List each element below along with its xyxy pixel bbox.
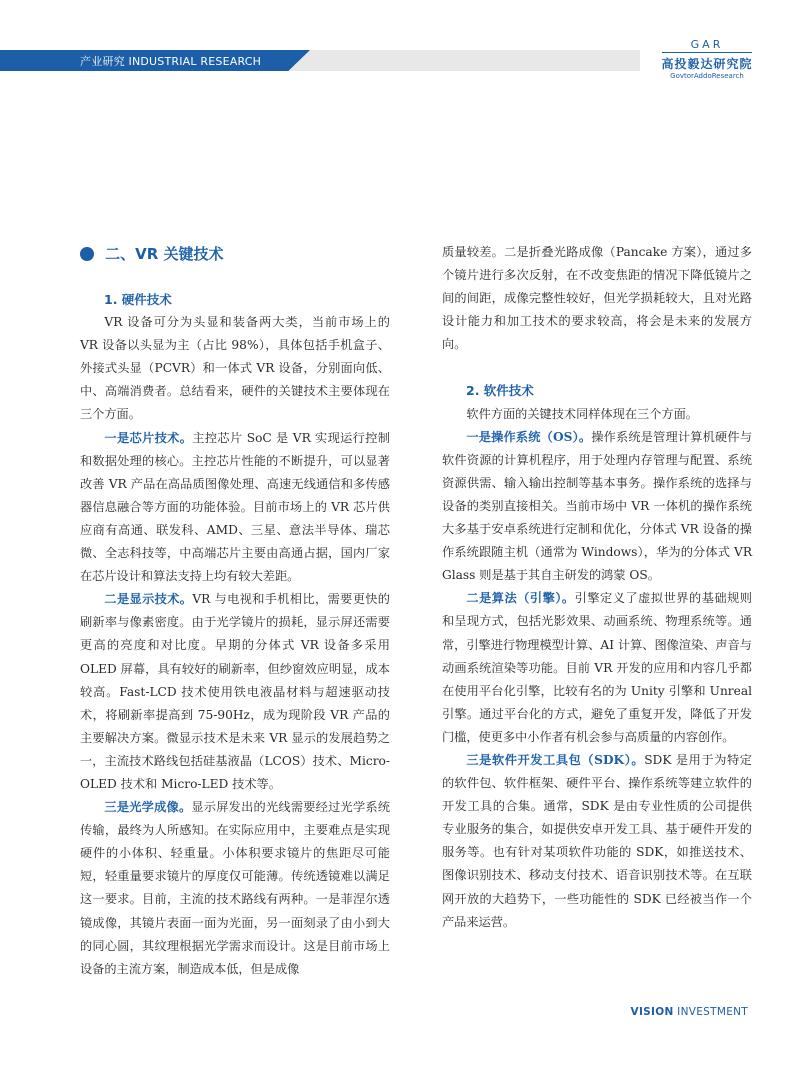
paragraph-text: VR 与电视和手机相比，需要更快的刷新率与像素密度。由于光学镜片的损耗，显示屏还需要更高的亮度和对比度。早期的分体式 VR 设备多采用 OLED 屏幕，具有较好的刷新率，但纱窗效应明显，成本较高。Fast-LCD 技术使用铁电液晶材料与超速驱动技术，将刷新率提高到 75-90Hz，成为现阶段 VR 产品的主要解决方案。微显示技术是未来 VR 显示的发展趋势之一，主流技术路线包括硅基液晶（LCOS）技术、Micro-OLED 技术和 Micro-LED 技术等。 xyxy=(80,592,390,791)
paragraph-text: 软件方面的关键技术同样体现在三个方面。 xyxy=(466,406,698,421)
logo-english-name: GovtorAddoResearch xyxy=(670,72,744,80)
highlight-display: 二是显示技术。 xyxy=(104,592,193,607)
footer-brand xyxy=(631,1006,748,1018)
subheading-hardware: 1. 硬件技术 xyxy=(104,292,172,307)
subheading-software: 2. 软件技术 xyxy=(466,383,534,399)
highlight-engine: 二是算法（引擎）。 xyxy=(466,591,575,606)
paragraph-text: SDK 是用于为特定的软件包、软件框架、硬件平台、操作系统等建立软件的开发工具的合集。通常，SDK 是由专业性质的公司提供专业服务的集合，如提供安卓开发工具、基于硬件开发的服务等。也有针对某项软件功能的 SDK，如推送技术、图像识别技术、移动支付技术、语音识别技术等。在互联网开放的大趋势下，一些功能性的 SDK 已经被当作一个产品来运营。 xyxy=(442,752,752,929)
paragraph-text: 质量较差。二是折叠光路成像（Pancake 方案），通过多个镜片进行多次反射，在不改变焦距的情况下降低镜片之间的间距，成像完整性较好，但光学损耗较大，且对光路设计能力和加工技术的要求较高，将会是未来的发展方向。 xyxy=(442,245,752,352)
header-section-label: 产业研究 INDUSTRIAL RESEARCH xyxy=(80,55,262,68)
paragraph-text: VR 设备可分为头显和装备两大类，当前市场上的 VR 设备以头显为主（占比 98%），具体包括手机盒子、外接式头显（PCVR）和一体式 VR 设备，分别面向低、中、高端消费者。总结看来，硬件的关键技术主要体现在三个方面。 xyxy=(80,315,390,422)
spacer xyxy=(442,356,752,379)
footer-bold: VISION xyxy=(630,1006,674,1018)
logo-divider xyxy=(662,52,752,53)
paragraph xyxy=(80,311,390,426)
gar-logo xyxy=(652,38,762,80)
paragraph xyxy=(80,796,390,981)
left-column xyxy=(80,288,390,981)
logo-mark: GAR xyxy=(690,38,724,51)
highlight-optics: 三是光学成像。 xyxy=(104,800,192,815)
paragraph-continued xyxy=(442,241,752,356)
paragraph xyxy=(442,749,752,934)
paragraph-text: 引擎定义了虚拟世界的基础规则和呈现方式，包括光影效果、动画系统、物理系统等。通常，引擎进行物理模型计算、AI 计算、图像渲染、声音与动画系统渲染等功能。目前 VR 开发的应用和内容几乎都在使用平台化引擎，比较有名的为 Unity 引擎和 Unreal 引擎。通过平台化的方式，避免了重复开发，降低了开发门槛，使更多中小作者有机会参与高质量的内容创作。 xyxy=(442,591,752,744)
logo-chinese-name: 高投毅达研究院 xyxy=(661,57,753,71)
paragraph-text: 显示屏发出的光线需要经过光学系统传输，最终为人所感知。在实际应用中，主要难点是实现硬件的小体积、轻重量。小体积要求镜片的焦距尽可能短，轻重量要求镜片的厚度仅可能薄。传统透镜难以满足这一要求。目前，主流的技术路线有两种。一是菲涅尔透镜成像，其镜片表面一面为光面，另一面刻录了由小到大的同心圆，其纹理根据光学需求而设计。这是目前市场上设备的主流方案，制造成本低，但是成像 xyxy=(80,800,391,976)
paragraph xyxy=(442,587,752,749)
paragraph xyxy=(80,588,390,796)
paragraph xyxy=(442,426,752,588)
highlight-chip: 一是芯片技术。 xyxy=(104,430,193,445)
section-bullet-icon xyxy=(80,247,94,261)
paragraph-text: 主控芯片 SoC 是 VR 实现运行控制和数据处理的核心。主控芯片性能的不断提升，可以显著改善 VR 产品在高品质图像处理、高速无线通信和多传感器信息融合等方面的功能体验。目前市场上的 VR 芯片供应商有高通、联发科、AMD、三星、意法半导体、瑞芯微、全志科技等，中高端芯片主要由高通占据，国内厂家在芯片设计和算法支持上均有较大差距。 xyxy=(80,430,390,584)
highlight-os: 一是操作系统（OS）。 xyxy=(466,429,592,444)
paragraph xyxy=(442,403,752,426)
paragraph-text: 操作系统是管理计算机硬件与软件资源的计算机程序，用于处理内存管理与配置、系统资源供需、输入输出控制等基本事务。操作系统的选择与设备的类别直接相关。当前市场中 VR 一体机的操作系统大多基于安卓系统进行定制和优化，分体式 VR 设备的操作系统跟随主机（通常为 Windows），华为的分体式 VR Glass 则是基于其自主研发的鸿蒙 OS。 xyxy=(442,429,753,583)
right-column xyxy=(442,241,752,934)
footer-rest: INVESTMENT xyxy=(673,1006,748,1018)
highlight-sdk: 三是软件开发工具包（SDK）。 xyxy=(466,752,645,767)
section-heading xyxy=(80,243,223,265)
section-title: 二、VR 关键技术 xyxy=(105,245,224,263)
paragraph xyxy=(80,427,390,589)
